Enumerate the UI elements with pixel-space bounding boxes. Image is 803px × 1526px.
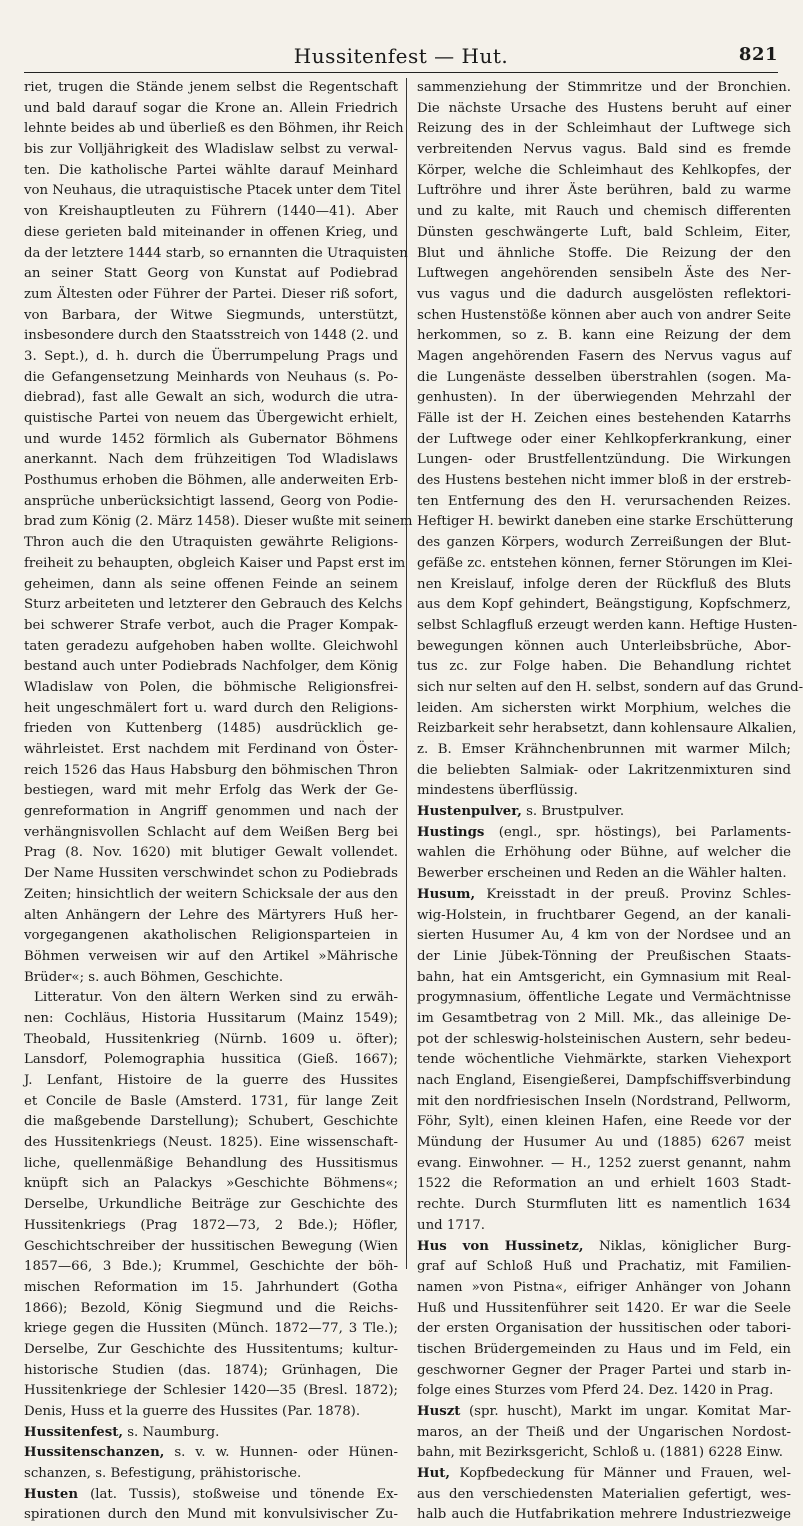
line-text: liche, quellenmäßige Behandlung des Hussitismus [24, 1155, 398, 1171]
text-line [24, 1030, 398, 1051]
line-text: der Linie Jübek-Tönning der Preußischen Staats- [417, 948, 791, 964]
text-line [24, 595, 403, 616]
text-line [417, 1381, 791, 1402]
text-line [24, 1092, 398, 1113]
text-line [417, 1505, 791, 1526]
text-line [417, 78, 791, 99]
text-line [24, 430, 398, 451]
text-line [24, 306, 398, 327]
line-text: Luftwegen angehörenden sensibeln Äste des Ner- [417, 266, 791, 282]
line-text: Luftröhre und ihrer Äste berühren, bald zu warme [417, 183, 791, 199]
line-text: da der letztere 1444 starb, so ernannten die Utraquisten [24, 245, 408, 261]
line-text: frieden von Kuttenberg (1485) ausdrücklich ge- [24, 721, 398, 737]
text-line [417, 1154, 791, 1175]
text-line [417, 554, 791, 575]
line-text: wahlen die Erhöhung oder Bühne, auf welcher die [417, 845, 791, 861]
text-line [24, 740, 398, 761]
line-text: von Barbara, der Witwe Siegmunds, unterstützt, [24, 307, 398, 323]
text-line [24, 926, 398, 947]
line-text: leiden. Am sichersten wirkt Morphium, welches die [417, 700, 791, 716]
page-number: 821 [738, 44, 778, 65]
text-line [24, 161, 398, 182]
line-text: geheimen, dann als seine offenen Feinde an seinem [24, 576, 398, 592]
text-line [417, 181, 791, 202]
left-column [24, 78, 413, 1523]
line-text: herkommen, so z. B. kann eine Reizung der dem [417, 328, 791, 344]
line-text: Brüder«; s. auch Böhmen, Geschichte. [24, 969, 284, 985]
line-text: Litteratur. Von den ältern Werken sind zu erwäh- [34, 990, 398, 1006]
line-text: (lat. Tussis), stoßweise und tönende Ex- [78, 1486, 398, 1502]
line-text: folge eines Sturzes vom Pferd 24. Dez. 1420 in Prag. [417, 1383, 774, 1399]
line-text: historische Studien (das. 1874); Grünhagen, Die [24, 1362, 398, 1378]
line-text: sich nur selten auf den H. selbst, sondern auf das Grund- [417, 679, 803, 695]
line-text: und wurde 1452 förmlich als Gubernator Böhmens [24, 431, 398, 447]
line-text: Geschichtschreiber der hussitischen Bewegung (Wien [24, 1238, 398, 1254]
line-text: graf auf Schloß Huß und Prachatiz, mit Familien- [417, 1259, 791, 1275]
line-text: Reizung des in der Schleimhaut der Luftwege sich [417, 121, 791, 137]
line-text: lehnte beides ab und überließ es den Böhmen, ihr Reich [24, 121, 404, 137]
line-text: tischen Brüdergemeinden zu Haus und im Feld, ein [417, 1341, 791, 1357]
line-text: anerkannt. Nach dem frühzeitigen Tod Wladislaws [24, 452, 398, 468]
line-text: Kreisstadt in der preuß. Provinz Schles- [475, 886, 791, 902]
running-header [24, 44, 778, 70]
line-text: s. v. w. Hunnen- oder Hünen- [164, 1445, 398, 1461]
text-line [417, 637, 791, 658]
text-line [24, 119, 404, 140]
line-text: evang. Einwohner. — H., 1252 zuerst genannt, nahm [417, 1155, 791, 1171]
text-line [24, 388, 398, 409]
text-line [24, 885, 398, 906]
text-line [417, 719, 797, 740]
text-line [417, 471, 791, 492]
text-line [417, 347, 791, 368]
text-line [417, 1133, 791, 1154]
line-text: 1866); Bezold, König Siegmund und die Reichs- [24, 1300, 398, 1316]
text-line [417, 864, 791, 885]
text-line [417, 1092, 791, 1113]
line-text: gefäße zc. entstehen können, ferner Störungen im Klei- [417, 555, 793, 571]
line-text: verbreitenden Nervus vagus. Bald sind es fremde [417, 142, 791, 158]
line-text: Thron auch die den Utraquisten gewährte Religions- [24, 535, 398, 551]
text-line [24, 761, 398, 782]
line-text: des ganzen Körpers, wodurch Zerreißungen der Blut- [417, 535, 791, 551]
entry-headword: Husum, [417, 886, 476, 902]
entry-headword: Hus von Hussinetz, [417, 1238, 584, 1254]
text-line [24, 554, 406, 575]
line-text: währleistet. Erst nachdem mit Ferdinand von Öster- [24, 742, 398, 757]
line-text: riet, trugen die Stände jenem selbst die Regentschaft [24, 80, 398, 95]
text-line [417, 1216, 791, 1237]
line-text: diebrad), fast alle Gewalt an sich, wodurch die utra- [24, 390, 398, 406]
line-text: Denis, Huss et la guerre des Hussites (Par. 1878). [24, 1404, 361, 1419]
line-text: wig-Holstein, in fruchtbarer Gegend, an der kanali- [417, 907, 791, 923]
line-text: Posthumus erhoben die Böhmen, alle anderweiten Erb- [24, 473, 398, 489]
line-text: Hussitenkriege der Schlesier 1420—35 (Bresl. 1872); [24, 1383, 398, 1399]
text-line [24, 1009, 398, 1030]
line-text: et Concile de Basle (Amsterd. 1731, für lange Zeit [24, 1093, 398, 1109]
line-text: sammenziehung der Stimmritze und der Bronchien. [417, 80, 791, 95]
line-text: Kopfbedeckung für Männer und Frauen, wel- [450, 1466, 791, 1482]
text-line [417, 1174, 791, 1195]
text-line [24, 1505, 398, 1526]
line-text: Körper, welche die Schleimhaut des Kehlkopfes, der [417, 162, 791, 178]
text-line [24, 616, 398, 637]
text-line [24, 823, 398, 844]
line-text: im Gesamtbetrag von 2 Mill. Mk., das alleinige De- [417, 1010, 791, 1026]
text-line [24, 1154, 398, 1175]
text-line [417, 1361, 791, 1382]
text-line [24, 1216, 398, 1237]
line-text: Der Name Hussiten verschwindet schon zu Podiebrads [24, 866, 398, 882]
line-text: Lansdorf, Polemographia hussitica (Gieß. 1667); [24, 1052, 398, 1068]
entry-headword: Hussitenfest, [24, 1424, 123, 1440]
text-line [417, 1319, 791, 1340]
text-line [417, 885, 791, 906]
line-text: vorgegangenen akatholischen Religionsparteien in [24, 928, 398, 944]
line-text: die maßgebende Darstellung); Schubert, Geschichte [24, 1114, 398, 1130]
line-text: 1522 die Reformation an und erhielt 1603 Stadt- [417, 1176, 791, 1192]
text-line [24, 1485, 398, 1506]
line-text: namen »von Pistna«, eifriger Anhänger von Johann [417, 1279, 791, 1295]
text-line [24, 843, 398, 864]
line-text: nen Kreislauf, infolge deren der Rückfluß des Bluts [417, 576, 791, 592]
text-line [417, 1237, 791, 1258]
line-text: die Gefangensetzung Meinhards von Neuhaus (s. Po- [24, 369, 398, 385]
text-line [417, 306, 791, 327]
line-text: mindestens überflüssig. [417, 783, 578, 799]
text-line [417, 285, 791, 306]
text-line [417, 223, 791, 244]
entry-headword: Hustings [417, 824, 485, 840]
text-line [417, 1009, 791, 1030]
line-text: spirationen durch den Mund mit konvulsivischer Zu- [24, 1507, 398, 1523]
line-text: Mündung der Husumer Au und (1885) 6267 meist [417, 1135, 791, 1151]
text-line [417, 244, 791, 265]
text-line [24, 181, 401, 202]
text-line [417, 202, 791, 223]
text-line [417, 968, 791, 989]
text-line [24, 512, 413, 533]
text-line [24, 719, 398, 740]
line-text: und 1717. [417, 1217, 485, 1233]
line-text: Hussitenkriegs (Prag 1872—73, 2 Bde.); Höfler, [24, 1217, 398, 1233]
text-line [24, 1195, 398, 1216]
line-text: mischen Reformation im 15. Jahrhundert (Gotha [24, 1279, 398, 1295]
line-text: der Luftwege oder einer Kehlkopferkrankung, einer [417, 431, 791, 447]
line-text: rechte. Durch Sturmfluten litt es namentlich 1634 [417, 1197, 791, 1213]
line-text: Wladislaw von Polen, die böhmische Religionsfrei- [24, 679, 398, 695]
line-text: s. Naumburg. [122, 1424, 220, 1440]
line-text: des Hustens bestehen nicht immer bloß in der erstreb- [417, 473, 791, 489]
text-line [417, 657, 791, 678]
line-text: knüpft sich an Palackys »Geschichte Böhmens«; [24, 1176, 398, 1192]
line-text: Sturz arbeiteten und letzterer den Gebrauch des Kelchs [24, 597, 403, 613]
text-line [417, 781, 791, 802]
text-line [417, 1278, 791, 1299]
text-line [417, 533, 791, 554]
text-line [417, 575, 791, 596]
line-text: z. B. Emser Krähnchenbrunnen mit warmer Milch; [417, 742, 791, 757]
line-text: ansprüche unberücksichtigt lassend, Georg von Podie- [24, 493, 398, 509]
line-text: Böhmen verweisen wir auf den Artikel »Mährische [24, 948, 398, 964]
line-text: Fälle ist der H. Zeichen eines bestehenden Katarrhs [417, 411, 791, 426]
text-line [24, 99, 398, 120]
line-text: halb auch die Hutfabrikation mehrere Industriezweige [417, 1507, 791, 1523]
text-line [24, 1278, 398, 1299]
line-text: an seiner Statt Georg von Kunstat auf Podiebrad [24, 266, 398, 282]
text-line [24, 678, 398, 699]
text-line [417, 823, 791, 844]
line-text: Huß und Hussitenführer seit 1420. Er war die Seele [417, 1300, 791, 1316]
text-line [24, 140, 398, 161]
text-line [417, 264, 791, 285]
line-text: Theobald, Hussitenkrieg (Nürnb. 1609 u. öfter); [24, 1031, 398, 1047]
text-line [417, 492, 791, 513]
text-line [24, 409, 398, 430]
line-text: reich 1526 das Haus Habsburg den böhmischen Thron [24, 762, 398, 778]
line-text: aus dem Kopf gehindert, Beängstigung, Kopfschmerz, [417, 597, 791, 613]
text-line [417, 947, 791, 968]
running-title: Hussitenfest — Hut. [293, 44, 509, 68]
line-text: bestand auch unter Podiebrads Nachfolger, dem König [24, 659, 398, 675]
text-line [417, 595, 791, 616]
line-text: Föhr, Sylt), einen kleinen Hafen, eine Reede vor der [417, 1114, 791, 1130]
text-line [417, 1340, 791, 1361]
text-line [24, 781, 398, 802]
line-text: diese gerieten bald miteinander in offenen Krieg, und [24, 224, 398, 240]
text-line [417, 450, 791, 471]
text-line [24, 947, 398, 968]
text-line [417, 699, 791, 720]
text-line [417, 1050, 791, 1071]
text-line [24, 492, 398, 513]
line-text: bestiegen, ward mit mehr Erfolg das Werk der Ge- [24, 783, 398, 799]
line-text: maros, an der Theiß und der Ungarischen Nordost- [417, 1424, 791, 1440]
text-line [24, 1319, 398, 1340]
line-text: die beliebten Salmiak- oder Lakritzenmixturen sind [417, 762, 791, 778]
line-text: quistische Partei von neuem das Übergewicht erhielt, [24, 411, 398, 426]
line-text: vus vagus und die dadurch ausgelösten reflektori- [417, 286, 791, 302]
line-text: aus den verschiedensten Materialien gefertigt, wes- [417, 1486, 791, 1502]
text-line [417, 140, 791, 161]
text-line [24, 223, 398, 244]
text-line [24, 699, 398, 720]
line-text: 3. Sept.), d. h. durch die Überrumpelung Prags und [24, 348, 398, 364]
line-text: progymnasium, öffentliche Legate und Vermächtnisse [417, 990, 791, 1006]
text-line [24, 802, 398, 823]
text-line [417, 988, 791, 1009]
line-text: bahn, hat ein Amtsgericht, ein Gymnasium mit Real- [417, 969, 791, 985]
text-line [417, 119, 791, 140]
line-text: pot der schleswig-holsteinischen Austern, sehr bedeu- [417, 1031, 791, 1047]
text-line [417, 906, 791, 927]
line-text: Bewerber erscheinen und Reden an die Wähler halten. [417, 866, 787, 882]
text-line [24, 1174, 398, 1195]
line-text: (spr. huscht), Markt im ungar. Komitat Mar- [460, 1404, 791, 1419]
line-text: geschworner Gegner der Prager Partei und starb in- [417, 1362, 791, 1378]
line-text: Dünsten geschwängerte Luft, bald Schleim, Eiter, [417, 224, 791, 240]
line-text: nen: Cochläus, Historia Hussitarum (Mainz 1549); [24, 1010, 398, 1026]
line-text: mit den nordfriesischen Inseln (Nordstrand, Pellworm, [417, 1093, 791, 1109]
text-line [24, 471, 398, 492]
text-line [417, 1485, 791, 1506]
line-text: Reizbarkeit sehr herabsetzt, dann kohlensaure Alkalien, [417, 721, 797, 737]
text-line [417, 409, 791, 430]
text-line [417, 1464, 791, 1485]
text-line [417, 326, 791, 347]
text-line [24, 1299, 398, 1320]
text-line [24, 575, 398, 596]
text-line [24, 368, 398, 389]
text-line [24, 1381, 398, 1402]
text-line [24, 864, 398, 885]
text-line [417, 512, 794, 533]
line-text: Zeiten; hinsichtlich der weitern Schicksale der aus den [24, 886, 398, 902]
line-text: verhängnisvollen Schlacht auf dem Weißen Berg bei [24, 824, 398, 840]
line-text: Heftiger H. bewirkt daneben eine starke Erschütterung [417, 514, 794, 530]
line-text: (engl., spr. höstings), bei Parlaments- [484, 824, 791, 840]
line-text: Niklas, königlicher Burg- [583, 1238, 791, 1254]
text-line [417, 1299, 791, 1320]
line-text: sierten Husumer Au, 4 km von der Nordsee und an [417, 928, 791, 944]
line-text: taten geradezu aufgehoben haben wollte. Gleichwohl [24, 638, 398, 654]
line-text: von Neuhaus, die utraquistische Ptacek unter dem Titel [24, 183, 401, 199]
line-text: 1857—66, 3 Bde.); Krummel, Geschichte der böh- [24, 1259, 398, 1275]
line-text: die Lungenäste desselben überstrahlen (sogen. Ma- [417, 369, 791, 385]
text-line [24, 326, 398, 347]
line-text: genreformation in Angriff genommen und nach der [24, 804, 398, 820]
text-line [24, 285, 398, 306]
line-text: Derselbe, Zur Geschichte des Hussitentums; kultur- [24, 1341, 398, 1357]
text-line [24, 78, 398, 99]
text-line [24, 1340, 398, 1361]
text-line [417, 1257, 791, 1278]
entry-headword: Hut, [417, 1466, 451, 1482]
line-text: des Hussitenkriegs (Neust. 1825). Eine wissenschaft- [24, 1135, 398, 1151]
line-text: nach England, Eisengießerei, Dampfschiffsverbindung [417, 1073, 791, 1088]
text-line [24, 1361, 398, 1382]
text-line [24, 657, 398, 678]
text-line [417, 430, 791, 451]
line-text: brad zum König (2. März 1458). Dieser wußte mit seinem [24, 514, 413, 530]
line-text: insbesondere durch den Staatsstreich von 1448 (2. und [24, 328, 399, 344]
line-text: Blut und ähnliche Stoffe. Die Reizung der den [417, 245, 791, 261]
text-line [24, 1237, 398, 1258]
text-line [417, 802, 791, 823]
text-line [417, 616, 798, 637]
line-text: bahn, mit Bezirksgericht, Schloß u. (1881) 6228 Einw. [417, 1445, 783, 1461]
text-line [24, 202, 398, 223]
text-line [417, 926, 791, 947]
text-line [417, 761, 791, 782]
text-line [24, 906, 398, 927]
text-line [24, 264, 398, 285]
text-line [417, 1195, 791, 1216]
text-line [24, 1464, 398, 1485]
line-text: der ersten Organisation der hussitischen oder tabori- [417, 1321, 791, 1337]
line-text: kriege gegen die Hussiten (Münch. 1872—77, 3 Tle.); [24, 1321, 398, 1337]
text-line [24, 1402, 398, 1423]
text-line [24, 968, 398, 989]
entry-headword: Hussitenschanzen, [24, 1445, 165, 1461]
text-line [417, 368, 791, 389]
text-line [417, 99, 791, 120]
text-line [24, 1133, 398, 1154]
line-text: freiheit zu behaupten, obgleich Kaiser und Papst erst im [24, 555, 406, 571]
line-text: und bald darauf sogar die Krone an. Allein Friedrich [24, 100, 398, 116]
line-text: Derselbe, Urkundliche Beiträge zur Geschichte des [24, 1197, 398, 1213]
text-line [24, 988, 398, 1009]
line-text: Prag (8. Nov. 1620) mit blutiger Gewalt vollendet. [24, 845, 398, 861]
text-line [24, 244, 408, 265]
line-text: genhusten). In der überwiegenden Mehrzahl der [417, 390, 791, 406]
text-line [417, 1423, 791, 1444]
line-text: von Kreishauptleuten zu Führern (1440—41). Aber [24, 204, 398, 220]
text-line [24, 637, 398, 658]
line-text: bei schwerer Strafe verbot, auch die Prager Kompak- [24, 617, 398, 633]
entry-headword: Huszt [417, 1404, 461, 1419]
text-line [417, 1112, 791, 1133]
text-columns [24, 78, 803, 1523]
line-text: tus zc. zur Folge haben. Die Behandlung richtet [417, 659, 791, 675]
line-text: alten Anhängern der Lehre des Märtyrers Huß her- [24, 907, 398, 923]
text-line [417, 1071, 791, 1092]
line-text: J. Lenfant, Histoire de la guerre des Hussites [24, 1073, 398, 1088]
text-line [24, 1423, 398, 1444]
line-text: ten. Die katholische Partei wählte darauf Meinhard [24, 162, 398, 178]
text-line [24, 347, 398, 368]
line-text: und zu kalte, mit Rauch und chemisch differenten [417, 204, 791, 220]
line-text: tende wöchentliche Viehmärkte, starken Viehexport [417, 1052, 791, 1068]
line-text: selbst Schlagfluß erzeugt werden kann. Heftige Husten- [417, 617, 798, 633]
right-column [407, 78, 803, 1523]
line-text: schen Hustenstöße können aber auch von andrer Seite [417, 307, 791, 323]
text-line [417, 1402, 791, 1423]
line-text: s. Brustpulver. [521, 804, 625, 820]
text-line [417, 1030, 791, 1051]
text-line [24, 450, 398, 471]
entry-headword: Hustenpulver, [417, 804, 522, 820]
text-line [417, 1443, 791, 1464]
text-line [24, 1443, 398, 1464]
text-line [24, 1112, 398, 1133]
entry-headword: Husten [24, 1486, 78, 1502]
text-line [24, 1071, 398, 1092]
text-line [24, 533, 398, 554]
line-text: heit ungeschmälert fort u. ward durch den Religions- [24, 700, 398, 716]
line-text: bis zur Volljährigkeit des Wladislaw selbst zu verwal- [24, 142, 398, 158]
line-text: ten Entfernung des den H. verursachenden Reizes. [417, 493, 791, 509]
line-text: zum Ältesten oder Führer der Partei. Dieser riß sofort, [24, 286, 398, 302]
line-text: Lungen- oder Brustfellentzündung. Die Wirkungen [417, 452, 791, 468]
text-line [417, 388, 791, 409]
text-line [417, 740, 791, 761]
text-line [417, 678, 803, 699]
header-rule [24, 72, 778, 73]
text-line [417, 843, 791, 864]
text-line [24, 1257, 398, 1278]
text-line [24, 1050, 398, 1071]
line-text: bewegungen können auch Unterleibsbrüche, Abor- [417, 638, 791, 654]
line-text: Magen angehörenden Fasern des Nervus vagus auf [417, 348, 791, 364]
line-text: schanzen, s. Befestigung, prähistorische. [24, 1466, 302, 1482]
text-line [417, 161, 791, 182]
line-text: Die nächste Ursache des Hustens beruht auf einer [417, 100, 791, 116]
